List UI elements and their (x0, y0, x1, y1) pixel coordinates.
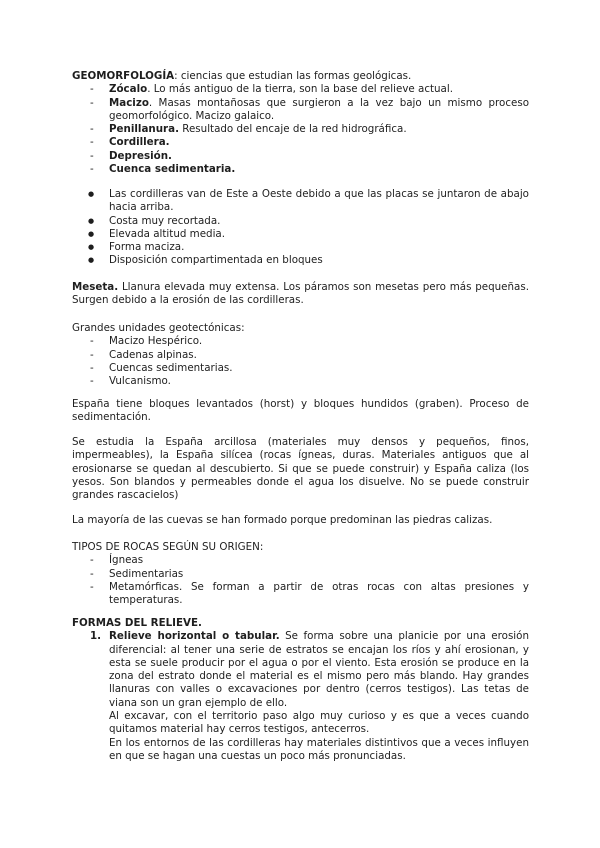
list-item (72, 630, 529, 763)
arcillosa-paragraph: Se estudia la España arcillosa (materiales muy densos y pequeños, finos, impermeables), la España silícea (rocas ígneas, duras. Materiales antiguos que al erosionarse se quedan al descubierto. Si que se puede construir) y España caliza (los yesos. Son blandos y permeables donde el agua los disuelve. No se puede construir grandes rascacielos) (72, 436, 529, 502)
geomorfologia-heading: GEOMORFOLOGÍA: ciencias que estudian las formas geológicas. (72, 70, 412, 82)
bloques-section (72, 398, 529, 425)
list-item: ● Costa muy recortada. (72, 215, 529, 228)
list-item: - Ígneas (72, 554, 529, 567)
geomorfologia-section (72, 70, 529, 176)
list-item: - Zócalo. Lo más antiguo de la tierra, son la base del relieve actual. (72, 83, 529, 96)
formas-section (72, 617, 529, 763)
geotectonicas-list (72, 335, 529, 388)
list-item: - Vulcanismo. (72, 375, 529, 388)
meseta-section (72, 281, 529, 308)
list-item: - Macizo Hespérico. (72, 335, 529, 348)
list-item: ● Elevada altitud media. (72, 228, 529, 241)
arcillosa-section (72, 436, 529, 502)
cuevas-paragraph: La mayoría de las cuevas se han formado porque predominan las piedras calizas. (72, 514, 493, 526)
list-item: ● Forma maciza. (72, 241, 529, 254)
list-item: - Cadenas alpinas. (72, 349, 529, 362)
list-item: - Penillanura. Resultado del encaje de la red hidrográfica. (72, 123, 529, 136)
geotectonicas-title: Grandes unidades geotectónicas: (72, 322, 245, 334)
list-item: - Macizo. Masas montañosas que surgieron a la vez bajo un mismo proceso geomorfológico. Macizo galaico. (72, 97, 529, 124)
cuevas-section (72, 514, 529, 527)
list-item: - Depresión. (72, 150, 529, 163)
geotectonicas-section (72, 322, 529, 388)
list-item: - Cordillera. (72, 136, 529, 149)
characteristics-section (72, 188, 529, 268)
formas-title: FORMAS DEL RELIEVE. (72, 617, 202, 629)
list-item: - Metamórficas. Se forman a partir de otras rocas con altas presiones y temperaturas. (72, 581, 529, 608)
list-item: - Cuenca sedimentaria. (72, 163, 529, 176)
meseta-paragraph: Meseta. Llanura elevada muy extensa. Los páramos son mesetas pero más pequeñas. Surgen debido a la erosión de las cordilleras. (72, 281, 529, 307)
rocas-section (72, 541, 529, 607)
relieve-horizontal-p2: Al excavar, con el territorio paso algo muy curioso y es que a veces cuando quitamos material hay cerros testigos, antecerros. (109, 710, 529, 736)
formas-list (72, 630, 529, 763)
relieve-horizontal-paragraph: Relieve horizontal o tabular. Se forma sobre una planicie por una erosión diferencial: al tener una serie de estratos se encajan los ríos y ahí erosionan, y esta se suele producir por el agua o por el viento. Esta erosión se produce en la zona del estrato donde el material es el mismo pero más blando. Hay grandes llanuras con valles o excavaciones por dentro (cerros testigos). Las tetas de viana son un gran ejemplo de ello. (109, 630, 529, 709)
geomorfologia-list (72, 83, 529, 176)
rocas-title: TIPOS DE ROCAS SEGÚN SU ORIGEN: (72, 541, 264, 553)
list-item: ● Las cordilleras van de Este a Oeste debido a que las placas se juntaron de abajo hacia arriba. (72, 188, 529, 215)
list-item: ● Disposición compartimentada en bloques (72, 254, 529, 267)
characteristics-list (72, 188, 529, 268)
list-item: - Sedimentarias (72, 568, 529, 581)
list-item: - Cuencas sedimentarias. (72, 362, 529, 375)
bloques-paragraph: España tiene bloques levantados (horst) y bloques hundidos (graben). Proceso de sedimentación. (72, 398, 529, 424)
rocas-list (72, 554, 529, 607)
relieve-horizontal-p3: En los entornos de las cordilleras hay materiales distintivos que a veces influyen en que se hagan una cuestas un poco más pronunciadas. (109, 736, 529, 762)
item-number: 1. (90, 630, 102, 643)
